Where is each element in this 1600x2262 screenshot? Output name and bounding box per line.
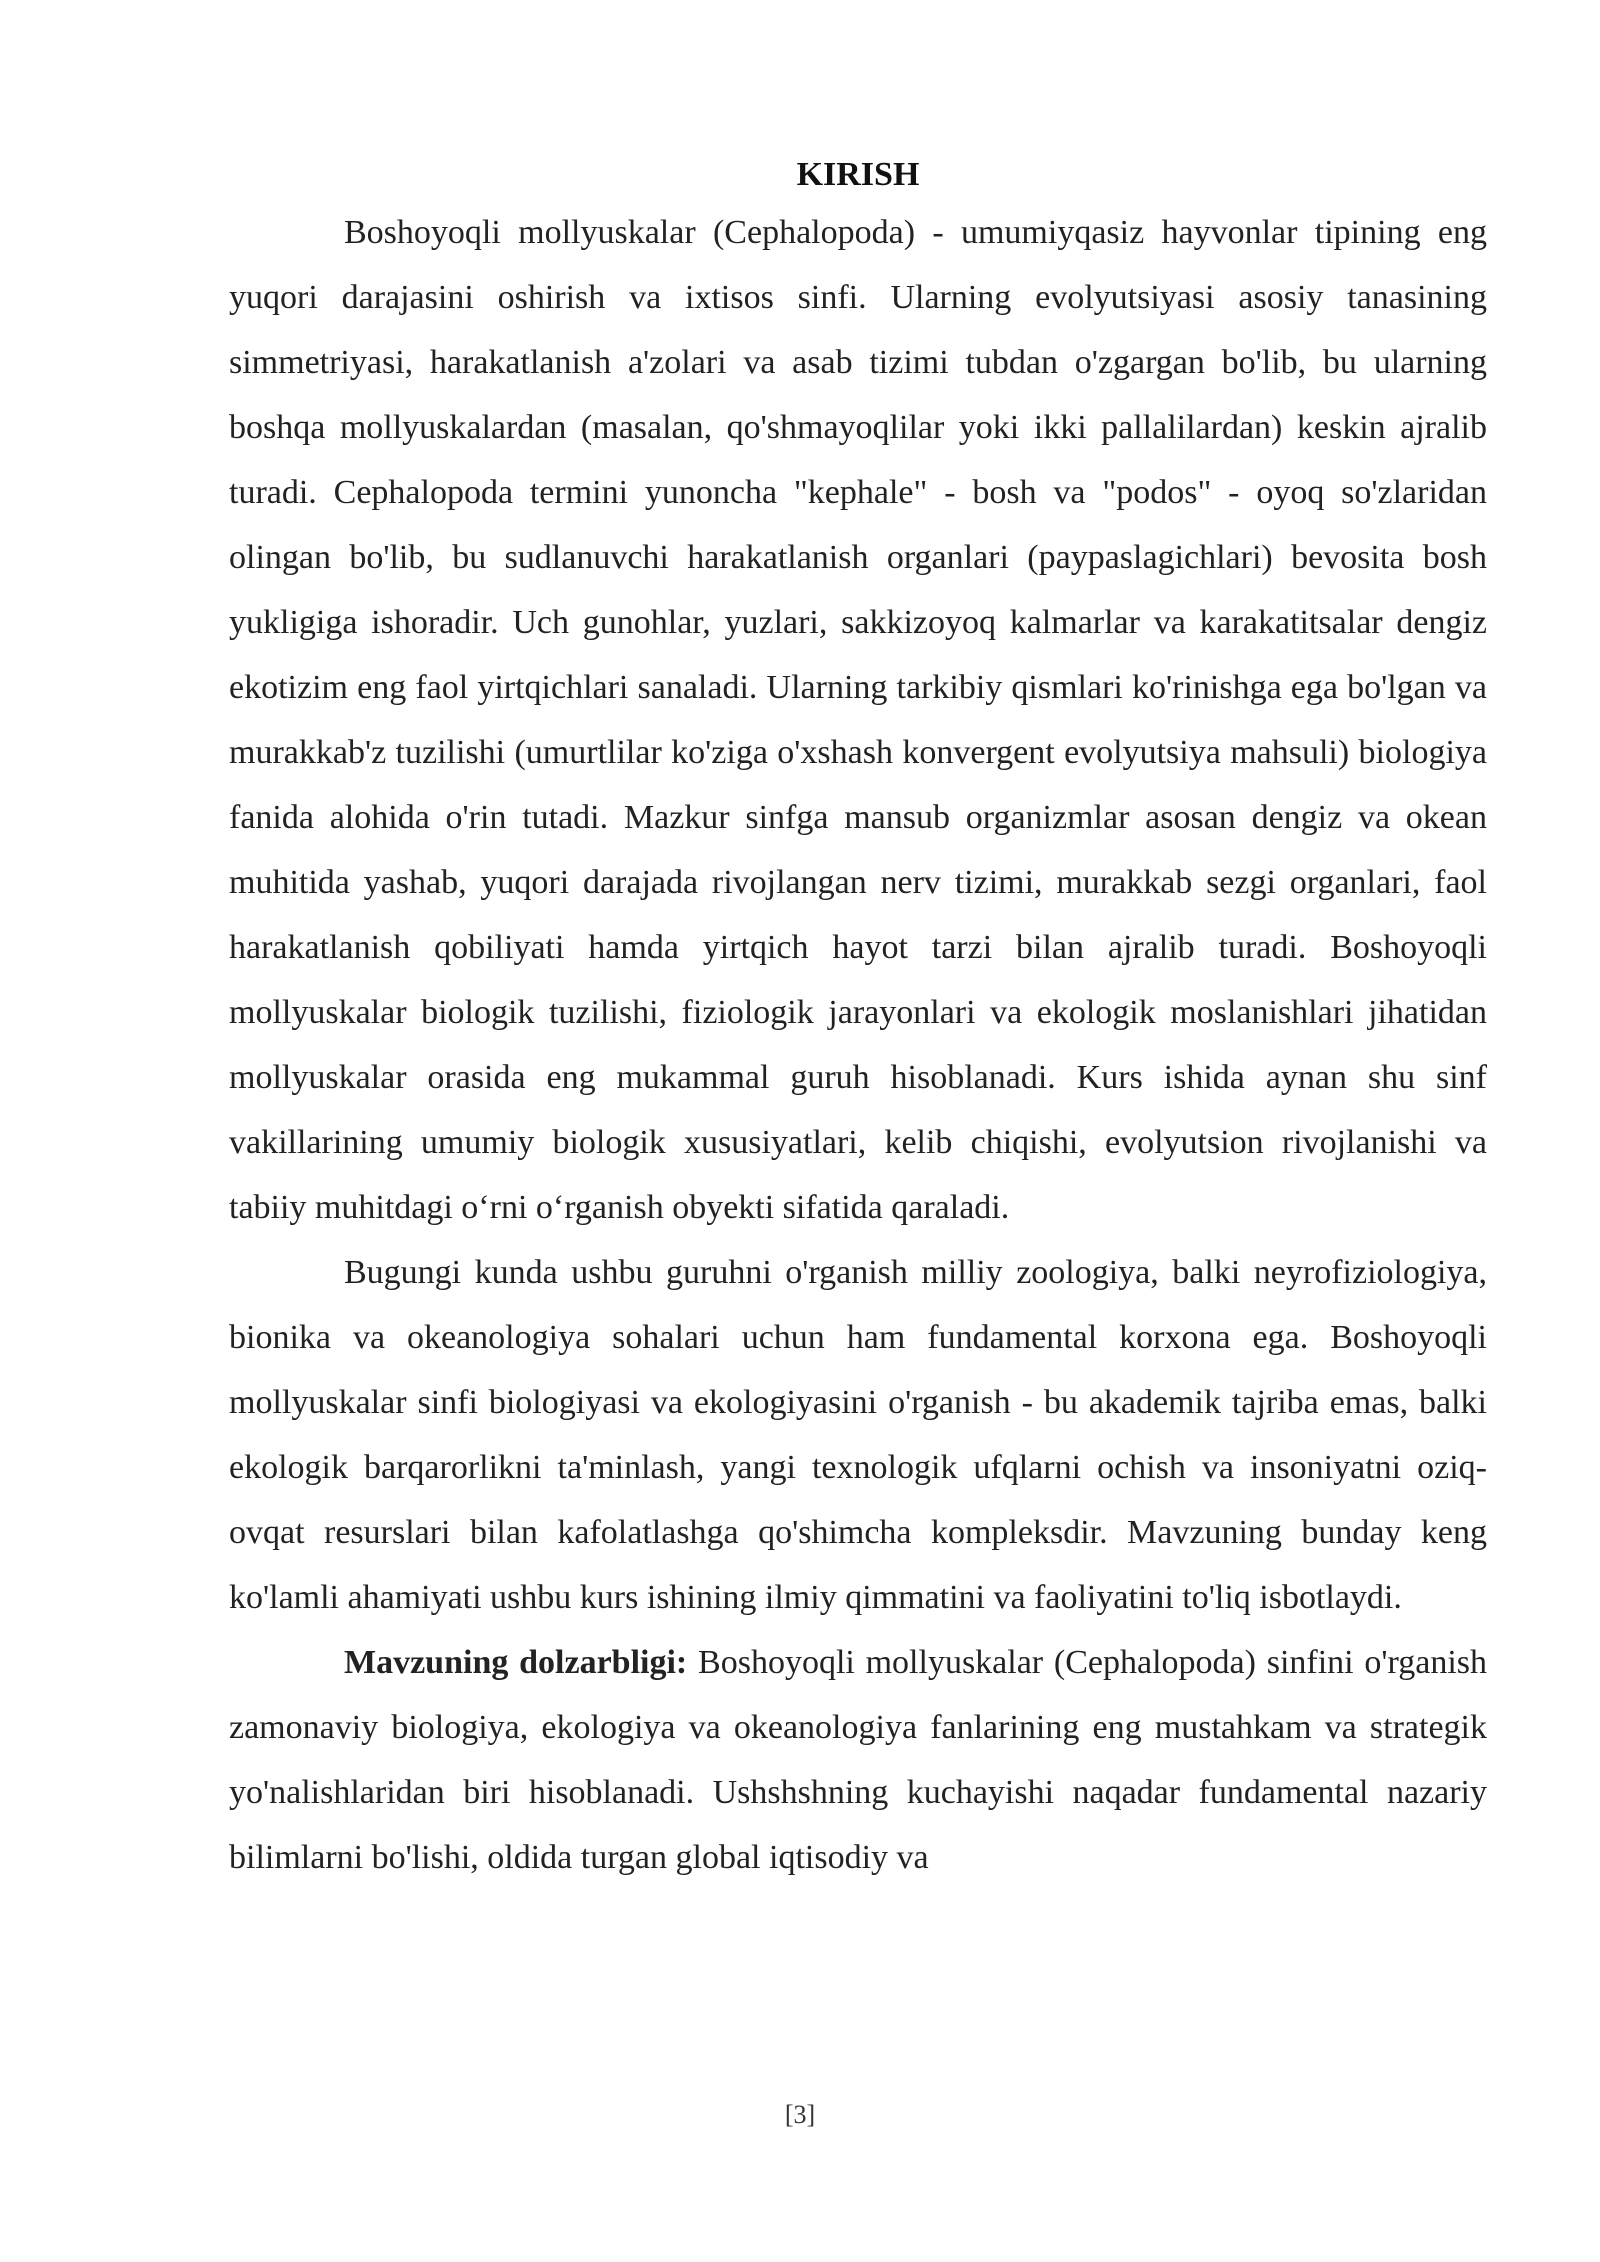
paragraph-relevance-text: Boshoyoqli mollyuskalar (Cephalopoda) sinfini o'rganish zamonaviy biologiya, ekologiya va okeanologiya fanlarining eng mustahkam va strategik yo'nalishlaridan biri hisoblanadi. Ushshshning kuchayishi naqadar fundamental nazariy bilimlarni bo'lishi, oldida turgan global iqtisodiy va <box>229 1644 1488 1876</box>
section-title: KIRISH <box>796 156 920 193</box>
paragraph-relevance-lead: Mavzuning dolzarbligi: <box>344 1644 688 1681</box>
page-number: [3] <box>784 2100 816 2129</box>
paragraph-intro-text: Boshoyoqli mollyuskalar (Cephalopoda) - umumiyqasiz hayvonlar tipining eng yuqori darajasini oshirish va ixtisos sinfi. Ularning evolyutsiyasi asosiy tanasining simmetriyasi, harakatlanish a'zolari va asab tizimi tubdan o'zgargan bo'lib, bu ularning boshqa mollyuskalardan (masalan, qo'shmayoqlilar yoki ikki pallalilardan) keskin ajralib turadi. Cephalopoda termini yunoncha "kephale" - bosh va "podos" - oyoq so'zlaridan olingan bo'lib, bu sudlanuvchi harakatlanish organlari (paypaslagichlari) bevosita bosh yukligiga ishoradir. Uch gunohlar, yuzlari, sakkizoyoq kalmarlar va karakatitsalar dengiz ekotizim eng faol yirtqichlari sanaladi. Ularning tarkibiy qismlari ko'rinishga ega bo'lgan va murakkab'z tuzilishi (umurtlilar ko'ziga o'xshash konvergent evolyutsiya mahsuli) biologiya fanida alohida o'rin tutadi. Mazkur sinfga mansub organizmlar asosan dengiz va okean muhitida yashab, yuqori darajada rivojlangan nerv tizimi, murakkab sezgi organlari, faol harakatlanish qobiliyati hamda yirtqich hayot tarzi bilan ajralib turadi. Boshoyoqli mollyuskalar biologik tuzilishi, fiziologik jarayonlari va ekologik moslanishlari jihatidan mollyuskalar orasida eng mukammal guruh hisoblanadi. Kurs ishida aynan shu sinf vakillarining umumiy biologik xususiyatlari, kelib chiqishi, evolyutsion rivojlanishi va tabiiy muhitdagi o‘rni o‘rganish obyekti sifatida qaraladi. <box>229 214 1487 1226</box>
paragraph-significance <box>229 1240 1487 1630</box>
paragraph-significance-text: Bugungi kunda ushbu guruhni o'rganish milliy zoologiya, balki neyrofiziologiya, bionika va okeanologiya sohalari uchun ham fundamental korxona ega. Boshoyoqli mollyuskalar sinfi biologiyasi va ekologiyasini o'rganish - bu akademik tajriba emas, balki ekologik barqarorlikni ta'minlash, yangi texnologik ufqlarni ochish va insoniyatni oziq-ovqat resurslari bilan kafolatlashga qo'shimcha kompleksdir. Mavzuning bunday keng ko'lamli ahamiyati ushbu kurs ishining ilmiy qimmatini va faoliyatini to'liq isbotlaydi. <box>229 1254 1487 1616</box>
paragraph-relevance <box>229 1630 1487 1890</box>
paragraph-intro <box>229 200 1487 1240</box>
document-body <box>229 150 1487 1890</box>
